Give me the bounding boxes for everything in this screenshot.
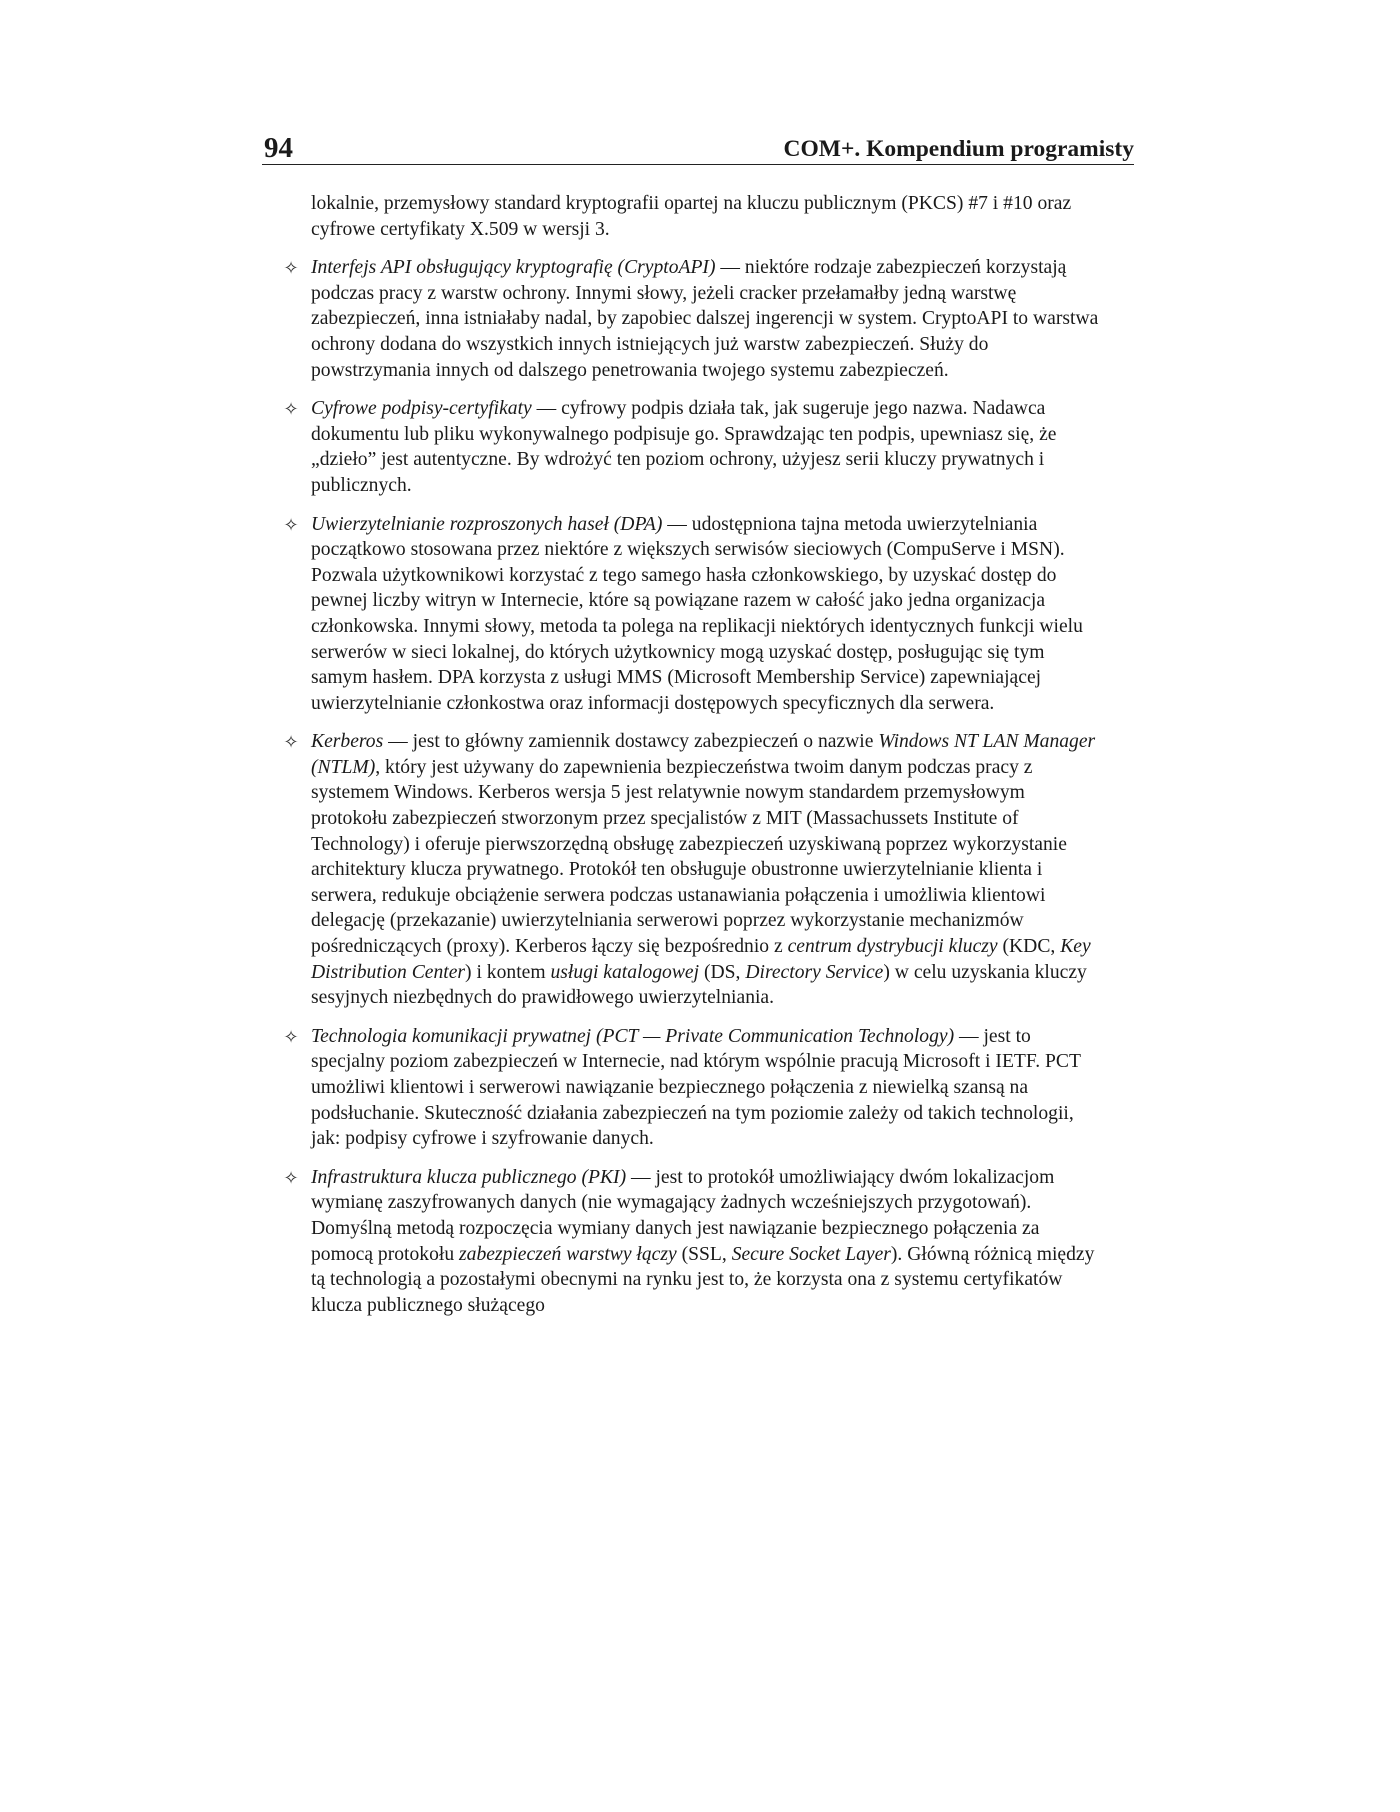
italic-term: centrum dystrybucji kluczy — [787, 936, 998, 958]
text-run: (KDC, — [997, 936, 1061, 958]
diamond-outline-icon: ✧ — [283, 732, 299, 753]
diamond-outline-icon: ✧ — [283, 514, 299, 535]
bullet-text — [311, 729, 1101, 1011]
italic-term: Technologia komunikacji prywatnej (PCT — Private Communication Technology) — [311, 1025, 955, 1047]
bullet-text — [311, 255, 1101, 383]
italic-term: Windows NT LAN Manager (NTLM) — [311, 731, 1096, 778]
page-body — [283, 191, 1101, 1331]
italic-term: usługi katalogowej — [550, 961, 700, 983]
text-run: (SSL, — [676, 1243, 732, 1265]
bullet-item — [283, 1165, 1101, 1319]
text-run: — niektóre rodzaje zabezpieczeń korzystają podczas pracy z warstw ochrony. Innymi słowy, jeżeli cracker przełamałby jedną warstwę zabezpieczeń, inna istniałaby nadal, by zapobiec dalszej ingerencji w system. CryptoAPI to warstwa ochrony dodana do wszystkich innych istniejących już warstw zabezpieczeń. Służy do powstrzymania innych od dalszego penetrowania twojego systemu zabezpieczeń. — [311, 257, 1099, 381]
diamond-outline-icon: ✧ — [283, 1167, 299, 1188]
bullet-item — [283, 396, 1101, 498]
intro-paragraph: lokalnie, przemysłowy standard kryptografii opartej na kluczu publicznym (PKCS) #7 i #10 oraz cyfrowe certyfikaty X.509 w wersji 3. — [311, 193, 1072, 240]
page-header — [262, 128, 1134, 165]
text-run: ). Główną różnicą między tą technologią a pozostałymi obecnymi na rynku jest to, że korzysta ona z systemu certyfikatów klucza publicznego służącego — [311, 1243, 1095, 1316]
text-run: — jest to protokół umożliwiający dwóm lokalizacjom wymianę zaszyfrowanych danych (nie wymagający żadnych wcześniejszych przygotowań). Domyślną metodą rozpoczęcia wymiany danych jest nawiązanie bezpiecznego połączenia za pomocą protokołu — [311, 1166, 1055, 1265]
italic-term: Key Distribution Center — [311, 936, 1091, 983]
text-run: ) i kontem — [465, 961, 551, 983]
bullet-item — [283, 255, 1101, 383]
running-title: COM+. Kompendium programisty — [783, 136, 1134, 162]
text-run: — jest to główny zamiennik dostawcy zabezpieczeń o nazwie — [383, 731, 879, 753]
italic-term: Interfejs API obsługujący kryptografię (CryptoAPI) — [311, 257, 716, 279]
bullet-text — [311, 512, 1101, 717]
bullet-item — [283, 729, 1101, 1011]
text-run: , który jest używany do zapewnienia bezpieczeństwa twoim danym podczas pracy z systemem Windows. Kerberos wersja 5 jest relatywnie nowym standardem przemysłowym protokołu zabezpieczeń stworzonym przez specjalistów z MIT (Massachussets Institute of Technology) i oferuje pierwszorzędną obsługę zabezpieczeń uzyskiwaną poprzez wykorzystanie architektury klucza prywatnego. Protokół ten obsługuje obustronne uwierzytelnianie klienta i serwera, redukuje obciążenie serwera podczas ustanawiania połączenia i umożliwia klientowi delegację (przekazanie) uwierzytelniania serwerowi poprzez wykorzystanie mechanizmów pośredniczących (proxy). Kerberos łączy się bezpośrednio z — [311, 756, 1067, 958]
italic-term: Cyfrowe podpisy-certyfikaty — [311, 398, 532, 420]
italic-term: Infrastruktura klucza publicznego (PKI) — [311, 1166, 627, 1188]
bullet-item — [283, 1024, 1101, 1152]
italic-term: zabezpieczeń warstwy łączy — [459, 1243, 677, 1265]
bullet-list — [283, 255, 1101, 1318]
text-run: — cyfrowy podpis działa tak, jak sugeruje jego nazwa. Nadawca dokumentu lub pliku wykonywalnego podpisuje go. Sprawdzając ten podpis, upewniasz się, że „dzieło” jest autentyczne. By wdrożyć ten poziom ochrony, użyjesz serii kluczy prywatnych i publicznych. — [311, 398, 1057, 496]
page-number: 94 — [264, 132, 293, 164]
diamond-outline-icon: ✧ — [283, 258, 299, 279]
bullet-text — [311, 1165, 1101, 1319]
text-run: — jest to specjalny poziom zabezpieczeń w Internecie, nad którym wspólnie pracują Microsoft i IETF. PCT umożliwi klientowi i serwerowi nawiązanie bezpiecznego połączenia z niewielką szansą na podsłuchanie. Skuteczność działania zabezpieczeń na tym poziomie zależy od takich technologii, jak: podpisy cyfrowe i szyfrowanie danych. — [311, 1025, 1081, 1150]
text-run: (DS, — [699, 961, 746, 983]
bullet-text — [311, 396, 1101, 498]
text-run: — udostępniona tajna metoda uwierzytelniania początkowo stosowana przez niektóre z większych serwisów sieciowych (CompuServe i MSN). Pozwala użytkownikowi korzystać z tego samego hasła członkowskiego, by uzyskać dostęp do pewnej liczby witryn w Internecie, które są powiązane razem w całość jako jedna organizacja członkowska. Innymi słowy, metoda ta polega na replikacji niektórych identycznych funkcji wielu serwerów w sieci lokalnej, do których użytkownicy mogą uzyskać dostęp, posługując się tym samym hasłem. DPA korzysta z usługi MMS (Microsoft Membership Service) zapewniającej uwierzytelnianie członkostwa oraz informacji dostępowych specyficznych dla serwera. — [311, 513, 1083, 714]
italic-term: Kerberos — [311, 731, 384, 753]
bullet-item — [283, 512, 1101, 717]
text-run: ) w celu uzyskania kluczy sesyjnych niezbędnych do prawidłowego uwierzytelniania. — [311, 961, 1087, 1009]
bullet-text — [311, 1024, 1101, 1152]
diamond-outline-icon: ✧ — [283, 1026, 299, 1047]
italic-term: Directory Service — [745, 961, 884, 983]
diamond-outline-icon: ✧ — [283, 399, 299, 420]
italic-term: Uwierzytelnianie rozproszonych haseł (DPA) — [311, 513, 663, 535]
italic-term: Secure Socket Layer — [731, 1243, 891, 1265]
